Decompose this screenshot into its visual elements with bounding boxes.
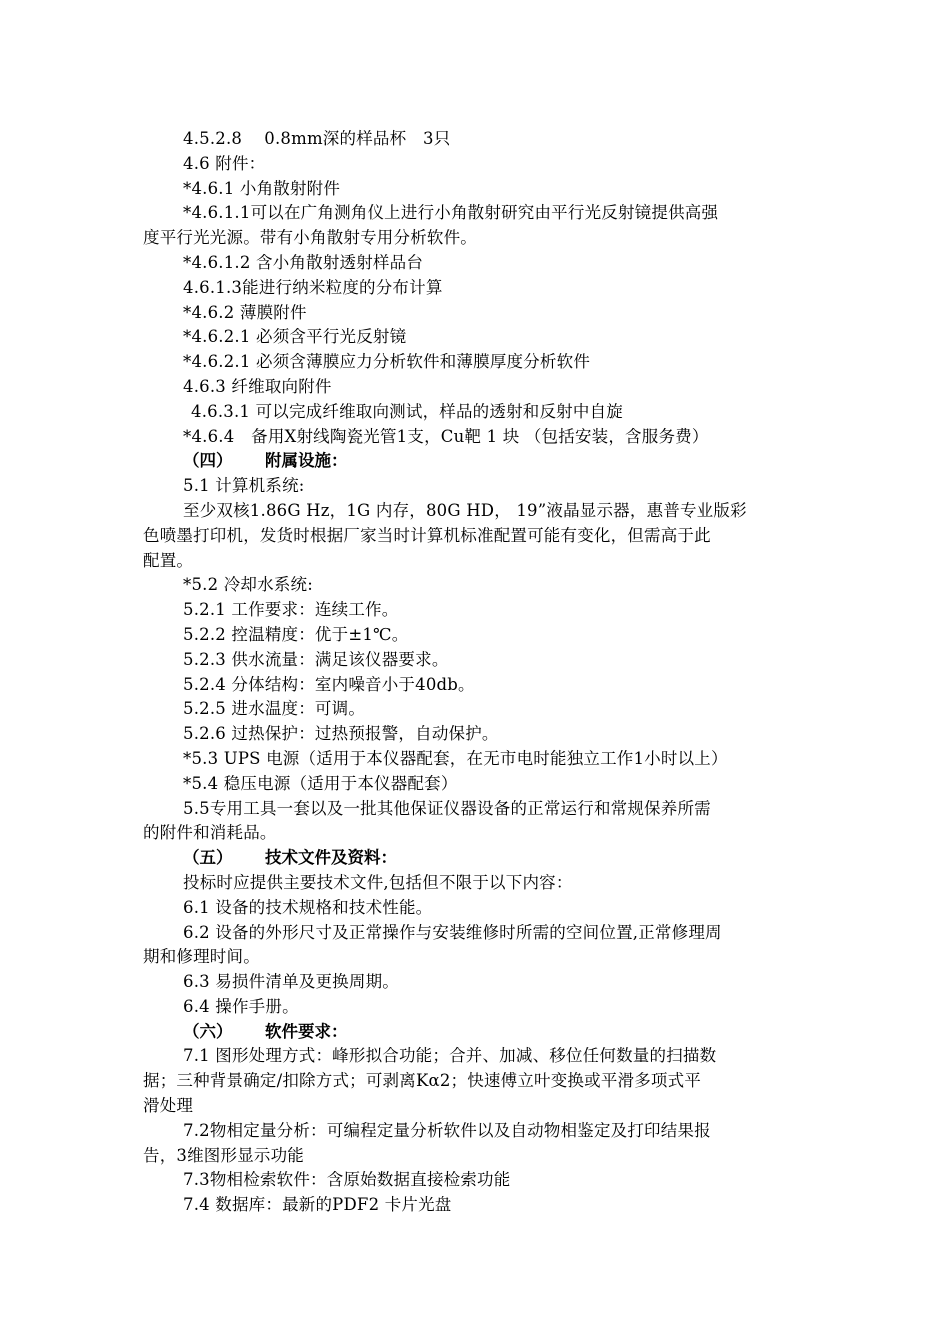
paragraph-5-3: *5.3 UPS 电源（适用于本仪器配套，在无市电时能独立工作1小时以上） xyxy=(183,748,728,768)
paragraph-4-6-1-1: *4.6.1.1可以在广角测角仪上进行小角散射研究由平行光反射镜提供高强 xyxy=(183,203,719,223)
paragraph-4-6-2-1b: *4.6.2.1 必须含薄膜应力分析软件和薄膜厚度分析软件 xyxy=(183,352,591,372)
paragraph-4-6: 4.6 附件： xyxy=(183,153,266,173)
paragraph-5-5-cont: 的附件和消耗品。 xyxy=(143,823,277,843)
paragraph-5-4: *5.4 稳压电源（适用于本仪器配套） xyxy=(183,773,458,793)
paragraph-4-6-4: *4.6.4 备用X射线陶瓷光管1支，Cu靶 1 块 （包括安装，含服务费） xyxy=(183,426,709,446)
paragraph-5-1-body-cont1: 色喷墨打印机，发货时根据厂家当时计算机标准配置可能有变化，但需高于此 xyxy=(143,525,711,545)
paragraph-4-6-3: 4.6.3 纤维取向附件 xyxy=(183,376,332,396)
paragraph-7-1-cont1: 据；三种背景确定/扣除方式；可剥离Kα2；快速傅立叶变换或平滑多项式平 xyxy=(143,1071,702,1091)
paragraph-6-1: 6.1 设备的技术规格和技术性能。 xyxy=(183,897,433,917)
paragraph-7-3: 7.3物相检索软件：含原始数据直接检索功能 xyxy=(183,1170,511,1190)
paragraph-6-4: 6.4 操作手册。 xyxy=(183,996,299,1016)
paragraph-6-3: 6.3 易损件清单及更换周期。 xyxy=(183,972,399,992)
section-title: 附属设施： xyxy=(265,451,348,471)
paragraph-4-6-1: *4.6.1 小角散射附件 xyxy=(183,178,341,198)
paragraph-5-1: 5.1 计算机系统: xyxy=(183,476,305,496)
paragraph-7-2: 7.2物相定量分析：可编程定量分析软件以及自动物相鉴定及打印结果报 xyxy=(183,1120,711,1140)
paragraph-4-6-1-3: 4.6.1.3能进行纳米粒度的分布计算 xyxy=(183,277,443,297)
paragraph-5-2-1: 5.2.1 工作要求：连续工作。 xyxy=(183,600,399,620)
paragraph-5-2-5: 5.2.5 进水温度：可调。 xyxy=(183,699,366,719)
paragraph-7-4: 7.4 数据库：最新的PDF2 卡片光盘 xyxy=(183,1195,452,1215)
paragraph-5-2-2: 5.2.2 控温精度：优于±1℃。 xyxy=(183,624,409,644)
paragraph-4-6-3-1: 4.6.3.1 可以完成纤维取向测试，样品的透射和反射中自旋 xyxy=(191,401,623,421)
paragraph-4-6-1-2: *4.6.1.2 含小角散射透射样品台 xyxy=(183,252,424,272)
section-number: （五） xyxy=(183,848,233,868)
paragraph-5-1-body-cont2: 配置。 xyxy=(143,550,194,570)
section-heading-6 xyxy=(143,1020,807,1045)
paragraph-5-2: *5.2 冷却水系统: xyxy=(183,575,313,595)
section-number: （四） xyxy=(183,451,233,471)
section-number: （六） xyxy=(183,1021,233,1041)
paragraph-4-5-2-8: 4.5.2.8 0.8mm深的样品杯 3只 xyxy=(183,129,451,148)
section-heading-5 xyxy=(143,846,807,871)
paragraph-6-2-cont: 期和修理时间。 xyxy=(143,947,260,967)
paragraph-4-6-2-1a: *4.6.2.1 必须含平行光反射镜 xyxy=(183,327,407,347)
paragraph-7-2-cont: 告，3维图形显示功能 xyxy=(143,1145,304,1165)
paragraph-docs-intro: 投标时应提供主要技术文件,包括但不限于以下内容： xyxy=(183,872,573,892)
paragraph-5-2-3: 5.2.3 供水流量：满足该仪器要求。 xyxy=(183,649,449,669)
section-heading-4 xyxy=(143,449,807,474)
paragraph-4-6-2: *4.6.2 薄膜附件 xyxy=(183,302,307,322)
paragraph-7-1-cont2: 滑处理 xyxy=(143,1096,194,1116)
paragraph-6-2: 6.2 设备的外形尺寸及正常操作与安装维修时所需的空间位置,正常修理周 xyxy=(183,922,722,942)
paragraph-7-1: 7.1 图形处理方式：峰形拟合功能；合并、加减、移位任何数量的扫描数 xyxy=(183,1046,717,1066)
paragraph-5-2-4: 5.2.4 分体结构：室内噪音小于40db。 xyxy=(183,674,475,694)
paragraph-5-1-body: 至少双核1.86G Hz，1G 内存，80G HD， 19”液晶显示器，惠普专业版彩 xyxy=(183,500,747,520)
section-title: 软件要求： xyxy=(265,1021,348,1041)
document-body xyxy=(143,127,807,1218)
paragraph-4-6-1-1-cont: 度平行光光源。带有小角散射专用分析软件。 xyxy=(143,228,477,248)
paragraph-5-5: 5.5专用工具一套以及一批其他保证仪器设备的正常运行和常规保养所需 xyxy=(183,798,711,818)
section-title: 技术文件及资料： xyxy=(265,848,397,868)
paragraph-5-2-6: 5.2.6 过热保护：过热预报警，自动保护。 xyxy=(183,724,499,744)
